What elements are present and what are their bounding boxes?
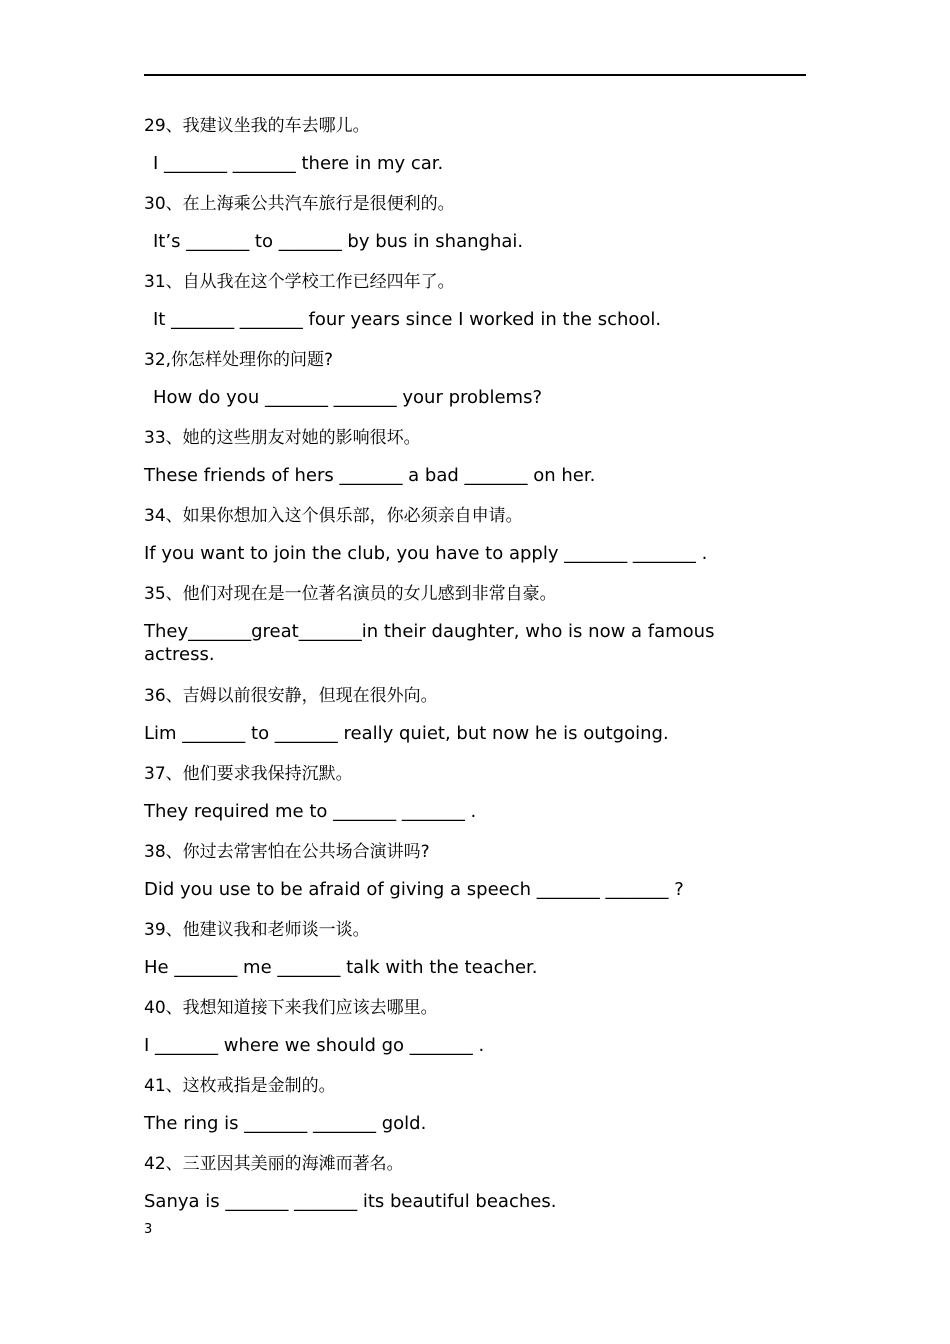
question-answer-line: Did you use to be afraid of giving a speech _______ _______ ? [144,879,684,900]
page-number: 3 [144,1222,153,1237]
header-rule [144,74,806,76]
question-29 [144,113,784,178]
question-prompt: 34、如果你想加入这个俱乐部，你必须亲自申请。 [144,506,523,526]
question-prompt: 37、他们要求我保持沉默。 [144,764,353,784]
question-36 [144,683,784,748]
question-38 [144,839,784,904]
question-answer-line: I _______ where we should go _______ . [144,1035,485,1056]
question-answer-line: Sanya is _______ _______ its beautiful beaches. [144,1191,557,1212]
question-prompt: 38、你过去常害怕在公共场合演讲吗? [144,842,430,862]
question-prompt: 32,你怎样处理你的问题? [144,350,334,370]
question-answer-line: Lim _______ to _______ really quiet, but now he is outgoing. [144,723,669,744]
question-answer-line: These friends of hers _______ a bad _______ on her. [144,465,596,486]
question-37 [144,761,784,826]
question-42 [144,1151,784,1216]
question-answer-line: He _______ me _______ talk with the teacher. [144,957,538,978]
question-30 [144,191,784,256]
question-prompt: 33、她的这些朋友对她的影响很坏。 [144,428,421,448]
question-prompt: 35、他们对现在是一位著名演员的女儿感到非常自豪。 [144,584,557,604]
question-39 [144,917,784,982]
question-answer-line: It _______ _______ four years since I worked in the school. [153,309,662,330]
exercise-list [144,113,784,1229]
question-33 [144,425,784,490]
question-prompt: 29、我建议坐我的车去哪儿。 [144,116,370,136]
question-prompt: 40、我想知道接下来我们应该去哪里。 [144,998,438,1018]
question-answer-line: They_______great_______in their daughter, who is now a famous actress. [144,621,715,665]
question-prompt: 41、这枚戒指是金制的。 [144,1076,336,1096]
question-34 [144,503,784,568]
question-40 [144,995,784,1060]
question-prompt: 31、自从我在这个学校工作已经四年了。 [144,272,455,292]
question-prompt: 39、他建议我和老师谈一谈。 [144,920,370,940]
question-41 [144,1073,784,1138]
question-answer-line: The ring is _______ _______ gold. [144,1113,427,1134]
question-answer-line: I _______ _______ there in my car. [153,153,444,174]
question-prompt: 36、吉姆以前很安静，但现在很外向。 [144,686,438,706]
question-35 [144,581,784,666]
question-answer-line: How do you _______ _______ your problems? [153,387,542,408]
question-prompt: 42、三亚因其美丽的海滩而著名。 [144,1154,404,1174]
question-answer-line: They required me to _______ _______ . [144,801,477,822]
question-answer-line: If you want to join the club, you have to apply _______ _______ . [144,543,708,564]
question-answer-line: It’s _______ to _______ by bus in shanghai. [153,231,524,252]
question-prompt: 30、在上海乘公共汽车旅行是很便利的。 [144,194,455,214]
question-32 [144,347,784,412]
question-31 [144,269,784,334]
